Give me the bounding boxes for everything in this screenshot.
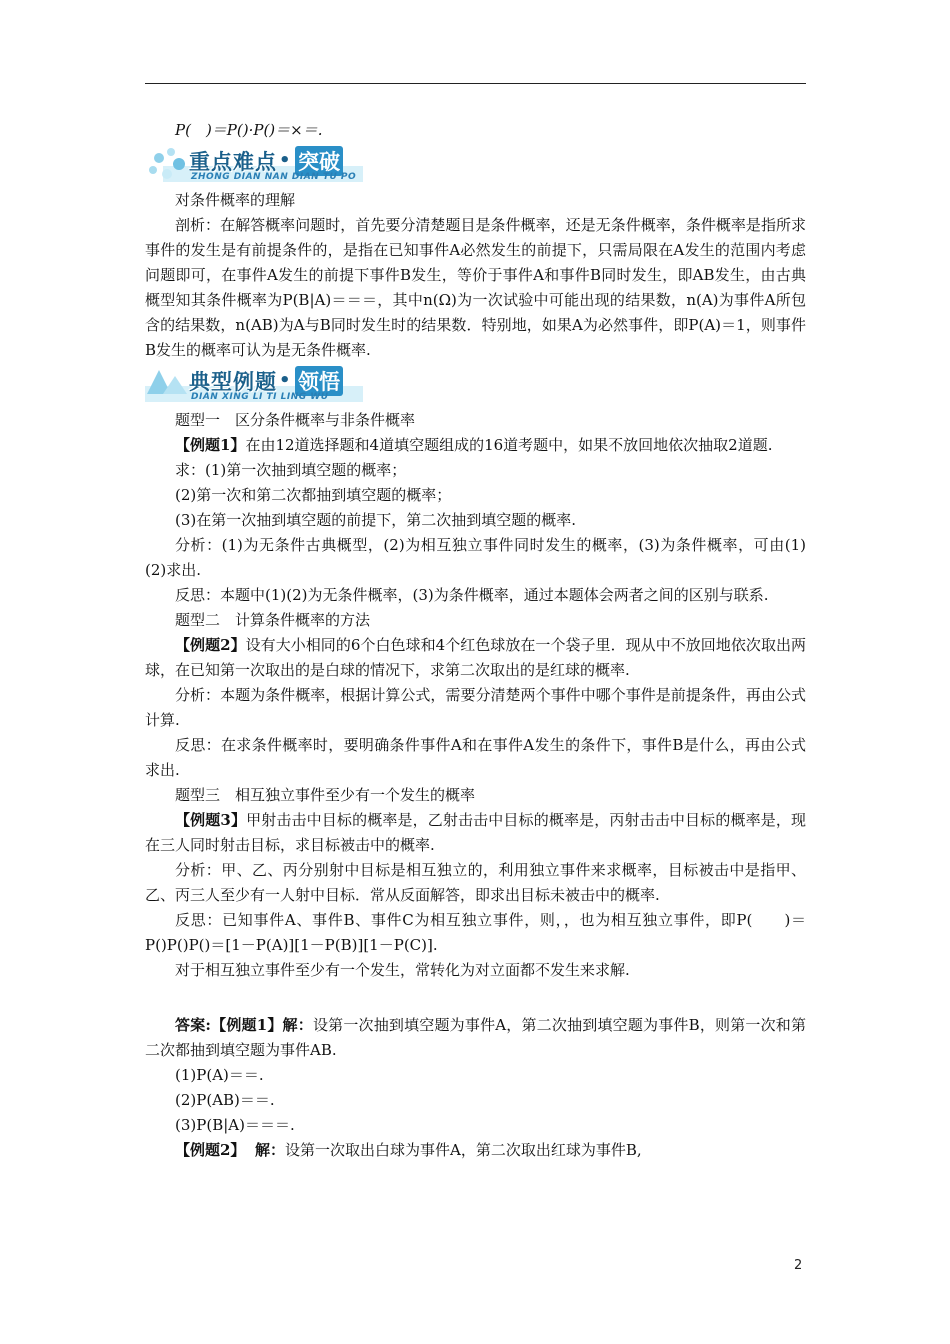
answer-2: (2)P(AB)＝＝. [175, 1091, 275, 1109]
answer-solve-label: 解： [254, 1141, 285, 1159]
example-label: 【例题3】 [175, 811, 247, 829]
answer-example-label: 【例题1】 [210, 1016, 283, 1034]
banner-examples [145, 364, 806, 404]
example2 [145, 633, 806, 683]
banner-highlight: 突破 [295, 146, 343, 176]
banner-dot: • [279, 370, 291, 391]
answer-example1 [145, 1013, 806, 1063]
section-analysis: 剖析：在解答概率问题时，首先要分清楚题目是条件概率，还是无条件概率，条件概率是指所求事件的发生是有前提条件的，是指在已知事件A必然发生的前提下，只需局限在A发生的范围内考虑问题即可，在事件A发生的前提下事件B发生，等价于事件A和事件B同时发生，即AB发生，由古典概型知其条件概率为P(B|A)＝＝＝，其中n(Ω)为一次试验中可能出现的结果数，n(A)为事件A所包含的结果数，n(AB)为A与B同时发生时的结果数．特别地，如果A为必然事件，即P(A)＝1，则事件B发生的概率可认为是无条件概率. [145, 216, 806, 359]
example1-q1: 求：(1)第一次抽到填空题的概率； [175, 461, 407, 479]
answer-3: (3)P(B|A)＝＝＝. [175, 1116, 295, 1134]
spacer [145, 983, 806, 1013]
example1-reflection: 反思：本题中(1)(2)为无条件概率，(3)为条件概率，通过本题体会两者之间的区别与联系. [175, 586, 769, 604]
answer-solve-label: 解： [282, 1016, 313, 1034]
example1-q3: (3)在第一次抽到填空题的前提下，第二次抽到填空题的概率. [175, 511, 577, 529]
banner-title: 重点难点 [189, 150, 277, 174]
example-label: 【例题1】 [175, 436, 246, 454]
example1-analysis: 分析：(1)为无条件古典概型，(2)为相互独立事件同时发生的概率，(3)为条件概率，可由(1)(2)求出. [145, 536, 806, 579]
banner-pinyin: ZHONG DIAN NAN DIAN TU PO [191, 172, 357, 182]
example3 [145, 808, 806, 858]
type1-title: 题型一 区分条件概率与非条件概率 [175, 411, 416, 429]
banner-pinyin: DIAN XING LI TI LING WU [191, 392, 329, 402]
answer-text: 设第一次抽到填空题为事件A，第二次抽到填空题为事件B，则第一次和第二次都抽到填空题为事件AB. [145, 1016, 806, 1059]
example1-q2: (2)第一次和第二次都抽到填空题的概率； [175, 486, 452, 504]
page-number: 2 [794, 1258, 803, 1273]
example2-analysis: 分析：本题为条件概率，根据计算公式，需要分清楚两个事件中哪个事件是前提条件，再由公式计算. [145, 686, 806, 729]
type3-title: 题型三 相互独立事件至少有一个发生的概率 [175, 786, 476, 804]
example-text: 设有大小相同的6个白色球和4个红色球放在一个袋子里．现从中不放回地依次取出两球，在已知第一次取出的是白球的情况下，求第二次取出的是红球的概率. [145, 636, 807, 679]
banner-key-points [145, 144, 806, 184]
answer-text: 设第一次取出白球为事件A，第二次取出红球为事件B, [285, 1141, 642, 1159]
example-text: 在由12道选择题和4道填空题组成的16道考题中，如果不放回地依次抽取2道题. [245, 436, 773, 454]
answer-example-label: 【例题2】 [175, 1141, 246, 1159]
answer-example2 [145, 1138, 806, 1163]
example2-reflection: 反思：在求条件概率时，要明确条件事件A和在事件A发生的条件下，事件B是什么，再由公式求出. [145, 736, 806, 779]
example-label: 【例题2】 [175, 636, 246, 654]
answer-1: (1)P(A)＝＝. [175, 1066, 264, 1084]
page-content [145, 118, 806, 1163]
header-rule [145, 83, 806, 84]
banner-highlight: 领悟 [295, 366, 343, 396]
example1 [145, 433, 806, 458]
example3-reflection: 反思：已知事件A、事件B、事件C为相互独立事件，则，，也为相互独立事件，即P( )＝P()P()P()＝[1－P(A)][1－P(B)][1－P(C)]. [145, 911, 806, 954]
type2-title: 题型二 计算条件概率的方法 [175, 611, 371, 629]
section-title: 对条件概率的理解 [175, 191, 296, 209]
answer-label: 答案: [175, 1016, 211, 1034]
banner-dot: • [279, 150, 291, 171]
example-text: 甲射击击中目标的概率是，乙射击击中目标的概率是，丙射击击中目标的概率是，现在三人同时射击目标，求目标被击中的概率. [145, 811, 806, 854]
example3-analysis: 分析：甲、乙、丙分别射中目标是相互独立的，利用独立事件来求概率，目标被击中是指甲、乙、丙三人至少有一人射中目标．常从反面解答，即求出目标未被击中的概率. [145, 861, 806, 904]
banner-title: 典型例题 [189, 370, 277, 394]
formula-line: P( )＝P()·P()＝×＝. [175, 121, 323, 139]
example3-note: 对于相互独立事件至少有一个发生，常转化为对立面都不发生来求解. [175, 961, 630, 979]
